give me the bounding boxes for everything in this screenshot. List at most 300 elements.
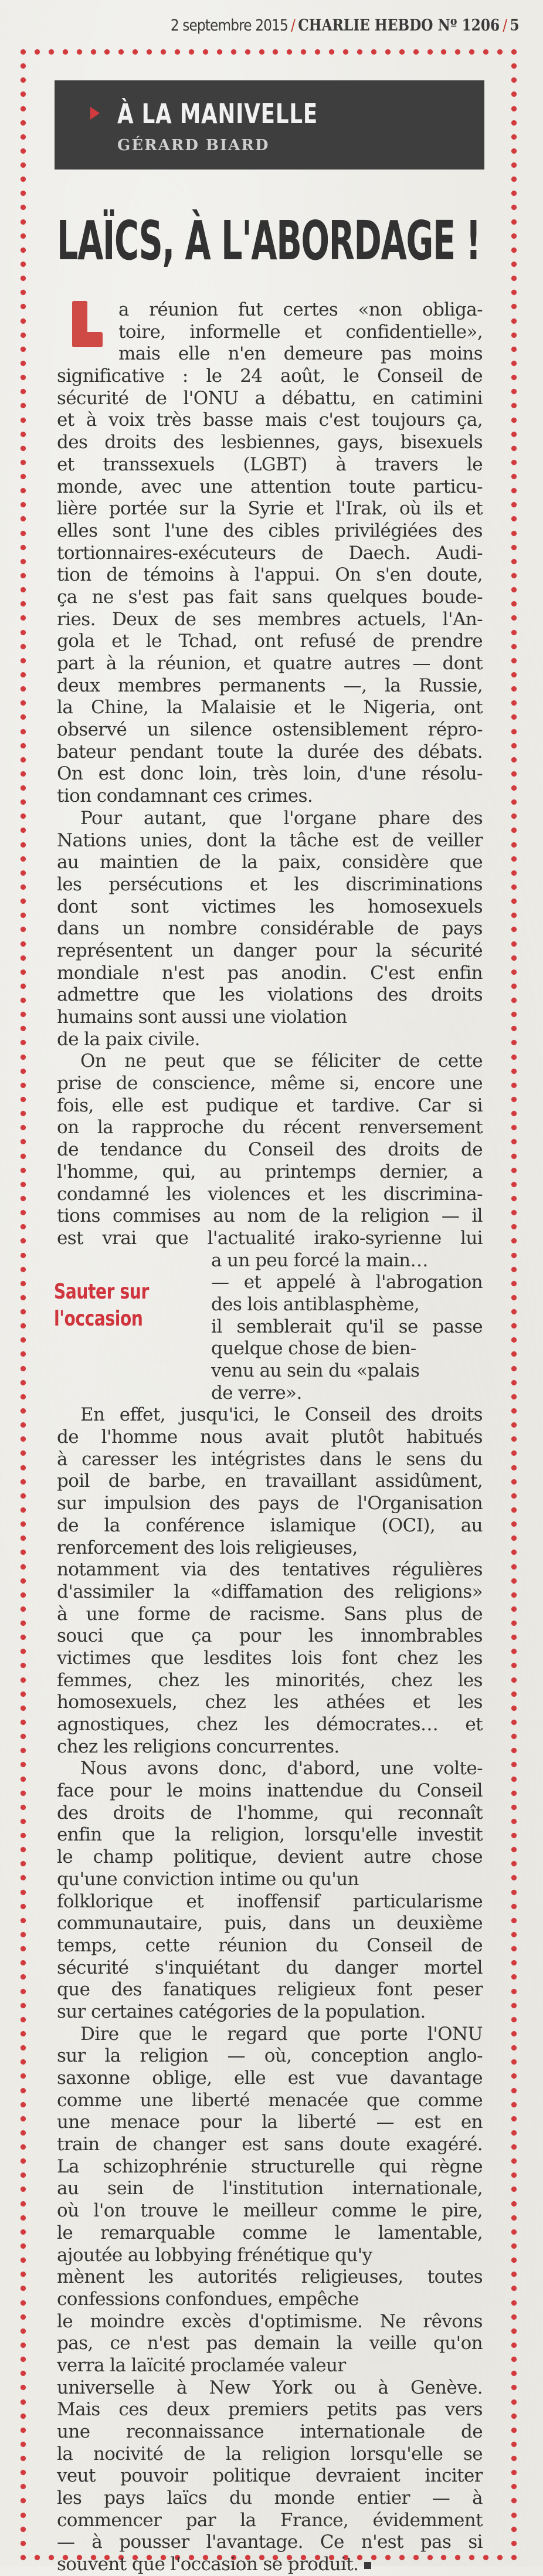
frame-dot bbox=[511, 432, 517, 437]
frame-dot bbox=[511, 2555, 517, 2560]
frame-dot bbox=[511, 1182, 517, 1187]
frame-dot bbox=[21, 814, 26, 819]
frame-dot bbox=[21, 1309, 26, 1314]
article-line: renforcement des lois religieuses, bbox=[57, 1537, 358, 1558]
frame-dot bbox=[511, 842, 517, 848]
article-line: la nocivité de la religion lorsqu'elle se bbox=[57, 2443, 483, 2465]
frame-dot bbox=[21, 2371, 26, 2376]
frame-dot bbox=[21, 870, 26, 876]
article-line: observé un silence ostensiblement répro- bbox=[57, 719, 483, 741]
frame-dot bbox=[21, 1748, 26, 1753]
frame-dot bbox=[21, 2158, 26, 2164]
frame-dot bbox=[511, 1521, 517, 1527]
article-line: le remarquable comme le lamentable, bbox=[57, 2222, 483, 2243]
frame-dot bbox=[21, 601, 26, 606]
article-line: communautaire, puis, dans un deuxième bbox=[57, 1913, 483, 1934]
frame-dot bbox=[511, 1890, 517, 1895]
dateline-separator: / bbox=[291, 16, 296, 35]
frame-dot bbox=[21, 2357, 26, 2362]
frame-dot bbox=[511, 1097, 517, 1102]
frame-dot bbox=[329, 49, 334, 55]
frame-dot bbox=[511, 1875, 517, 1880]
frame-dot bbox=[21, 148, 26, 154]
frame-dot bbox=[497, 2555, 503, 2560]
article-line: Dire que le regard que porte l'ONU bbox=[80, 2023, 483, 2045]
frame-dot bbox=[455, 49, 460, 55]
frame-dot bbox=[21, 615, 26, 621]
frame-dot bbox=[21, 2116, 26, 2121]
author-name: GÉRARD BIARD bbox=[117, 137, 270, 154]
frame-dot bbox=[21, 2513, 26, 2518]
frame-dot bbox=[21, 1125, 26, 1130]
frame-dot bbox=[21, 1026, 26, 1031]
frame-dot bbox=[21, 2541, 26, 2546]
frame-dot bbox=[21, 884, 26, 890]
article-line: On est donc loin, très loin, d'une résolu- bbox=[57, 763, 483, 785]
frame-dot bbox=[511, 1139, 517, 1144]
frame-dot bbox=[511, 884, 517, 890]
frame-dot bbox=[511, 559, 517, 564]
frame-dot bbox=[21, 1974, 26, 1980]
article-line: de la paix civile. bbox=[57, 1028, 200, 1050]
article-line: notamment via des tentatives régulières bbox=[57, 1559, 483, 1581]
frame-dot bbox=[21, 2343, 26, 2348]
frame-dot bbox=[217, 49, 222, 55]
frame-dot bbox=[21, 1168, 26, 1173]
article-line: les pays laïcs du monde entier — à bbox=[57, 2487, 483, 2509]
article-line: la Chine, la Malaisie et le Nigeria, ont bbox=[57, 697, 483, 718]
frame-dot bbox=[511, 1111, 517, 1116]
frame-dot bbox=[511, 1422, 517, 1428]
frame-dot bbox=[21, 743, 26, 748]
frame-dot bbox=[21, 1323, 26, 1328]
article-line: admettre que les violations des droits bbox=[57, 984, 483, 1006]
publication-name: CHARLIE HEBDO Nº 1206 bbox=[298, 16, 500, 35]
frame-dot bbox=[511, 1210, 517, 1215]
article-line: deux membres permanents —, la Russie, bbox=[57, 674, 483, 696]
frame-dot bbox=[21, 290, 26, 295]
frame-dot bbox=[21, 1833, 26, 1838]
frame-dot bbox=[497, 49, 503, 55]
frame-dot bbox=[21, 1649, 26, 1654]
article-line: ça ne s'est pas fait sans quelques boude- bbox=[57, 586, 483, 608]
frame-dot bbox=[511, 49, 517, 55]
dateline bbox=[171, 16, 520, 35]
article-line: sécurité s'inquiétant du danger mortel bbox=[57, 1957, 483, 1978]
frame-dot bbox=[511, 1734, 517, 1739]
frame-dot bbox=[511, 700, 517, 706]
article-line: — et appelé à l'abrogation bbox=[211, 1272, 483, 1293]
frame-dot bbox=[21, 1267, 26, 1272]
frame-dot bbox=[21, 389, 26, 394]
article-line: agnostiques, chez les démocrates… et bbox=[57, 1714, 483, 1735]
frame-dot bbox=[21, 403, 26, 408]
frame-dot bbox=[511, 899, 517, 904]
frame-dot bbox=[511, 615, 517, 621]
frame-dot bbox=[21, 998, 26, 1003]
frame-dot bbox=[511, 262, 517, 267]
article-line: qu'une conviction intime ou qu'un bbox=[57, 1868, 359, 1890]
frame-dot bbox=[511, 2144, 517, 2150]
article-line: condamné les violences et les discrimina- bbox=[57, 1183, 483, 1205]
frame-dot bbox=[511, 205, 517, 210]
frame-dot bbox=[511, 2385, 517, 2390]
frame-dot bbox=[21, 941, 26, 947]
frame-dot bbox=[301, 49, 306, 55]
frame-dot bbox=[511, 2314, 517, 2320]
article-line: le moindre excès d'optimisme. Ne rêvons bbox=[57, 2310, 483, 2332]
frame-dot bbox=[511, 1606, 517, 1612]
frame-dot bbox=[385, 49, 391, 55]
frame-dot bbox=[511, 856, 517, 862]
frame-dot bbox=[21, 162, 26, 168]
frame-dot bbox=[511, 941, 517, 947]
frame-dot bbox=[273, 49, 278, 55]
frame-dot bbox=[511, 970, 517, 975]
article-line: sur impulsion des pays de l'Organisation bbox=[57, 1493, 483, 1514]
frame-dot bbox=[21, 828, 26, 833]
frame-dot bbox=[231, 49, 236, 55]
article-line: tortionnaires-exécuteurs de Daech. Audi- bbox=[57, 542, 483, 564]
frame-dot bbox=[511, 1366, 517, 1371]
article-line: monde, avec une attention toute particu- bbox=[57, 476, 483, 497]
frame-dot bbox=[511, 1805, 517, 1810]
article-headline: LAÏCS, À L'ABORDAGE ! bbox=[57, 209, 481, 272]
frame-dot bbox=[21, 2428, 26, 2433]
frame-dot bbox=[21, 1989, 26, 1994]
frame-dot bbox=[511, 2130, 517, 2136]
article-line: on la rapproche du récent renversement bbox=[57, 1117, 483, 1138]
frame-dot bbox=[511, 219, 517, 225]
frame-dot bbox=[21, 1536, 26, 1541]
frame-dot bbox=[21, 77, 26, 83]
frame-dot bbox=[511, 1337, 517, 1343]
frame-dot bbox=[21, 2031, 26, 2036]
frame-dot bbox=[21, 2527, 26, 2532]
frame-dot bbox=[21, 262, 26, 267]
frame-dot bbox=[21, 1720, 26, 1725]
article-line: au sein de l'institution internationale, bbox=[57, 2178, 483, 2199]
frame-dot bbox=[511, 2187, 517, 2192]
frame-dot bbox=[21, 1777, 26, 1782]
frame-dot bbox=[21, 1564, 26, 1570]
frame-dot bbox=[511, 814, 517, 819]
article-line: En effet, jusqu'ici, le Conseil des droits bbox=[80, 1404, 483, 1426]
article-line: Nations unies, dont la tâche est de veiller bbox=[57, 829, 483, 851]
frame-dot bbox=[21, 1253, 26, 1258]
frame-dot bbox=[511, 927, 517, 932]
frame-dot bbox=[21, 1366, 26, 1371]
frame-dot bbox=[511, 2215, 517, 2221]
frame-dot bbox=[511, 1748, 517, 1753]
frame-dot bbox=[21, 2045, 26, 2050]
frame-dot bbox=[21, 1040, 26, 1045]
frame-dot bbox=[21, 2272, 26, 2277]
frame-dot bbox=[511, 1465, 517, 1470]
frame-dot bbox=[21, 1677, 26, 1683]
page-separator: / bbox=[503, 16, 507, 35]
article-line: dont sont victimes les homosexuels bbox=[57, 896, 483, 917]
frame-dot bbox=[21, 1904, 26, 1909]
frame-dot bbox=[21, 2187, 26, 2192]
article-line: gola et le Tchad, ont refusé de prendre bbox=[57, 631, 483, 652]
frame-dot bbox=[511, 2484, 517, 2489]
frame-dot bbox=[21, 2414, 26, 2419]
article-line: une reconnaissance internationale de bbox=[57, 2421, 483, 2442]
article-line: quelque chose de bien- bbox=[211, 1338, 416, 1360]
frame-dot bbox=[511, 1550, 517, 1555]
frame-dot bbox=[21, 1465, 26, 1470]
article-line: humains sont aussi une violation bbox=[57, 1006, 347, 1028]
frame-dot bbox=[21, 1295, 26, 1300]
frame-dot bbox=[511, 2456, 517, 2461]
frame-dot bbox=[21, 2073, 26, 2079]
article-line: ries. Deux de ses membres actuels, l'An- bbox=[57, 608, 483, 630]
frame-dot bbox=[511, 601, 517, 606]
frame-dot bbox=[511, 1564, 517, 1570]
article-line: commencer par la France, évidemment bbox=[57, 2509, 483, 2531]
frame-dot bbox=[21, 1479, 26, 1484]
frame-dot bbox=[21, 2300, 26, 2306]
article-line: femmes, chez les minorités, chez les bbox=[57, 1669, 483, 1691]
article-line: sur certaines catégories de la population. bbox=[57, 2001, 426, 2022]
article-line: il semblerait qu'il se passe bbox=[211, 1316, 483, 1337]
frame-dot bbox=[427, 49, 433, 55]
frame-dot bbox=[511, 2243, 517, 2249]
frame-dot bbox=[511, 375, 517, 380]
frame-dot bbox=[21, 1578, 26, 1584]
frame-dot bbox=[21, 219, 26, 225]
frame-dot bbox=[399, 49, 405, 55]
frame-dot bbox=[511, 1960, 517, 1965]
article-line: d'assimiler la «diffamation des religions» bbox=[57, 1581, 483, 1602]
frame-dot bbox=[511, 2399, 517, 2405]
frame-dot bbox=[511, 1394, 517, 1399]
article-line: a un peu forcé la main… bbox=[211, 1249, 428, 1271]
frame-dot bbox=[315, 49, 320, 55]
frame-dot bbox=[21, 1422, 26, 1428]
frame-dot bbox=[21, 573, 26, 578]
frame-dot bbox=[511, 984, 517, 989]
frame-dot bbox=[21, 1635, 26, 1640]
frame-dot bbox=[21, 2201, 26, 2206]
frame-dot bbox=[21, 1592, 26, 1598]
frame-dot bbox=[21, 2470, 26, 2475]
frame-dot bbox=[511, 870, 517, 876]
frame-dot bbox=[511, 1833, 517, 1838]
frame-dot bbox=[511, 2088, 517, 2093]
frame-dot bbox=[511, 998, 517, 1003]
frame-dot bbox=[511, 418, 517, 423]
frame-dot bbox=[189, 49, 194, 55]
article-line: part à la réunion, et quatre autres — dont bbox=[57, 653, 483, 674]
frame-dot bbox=[511, 148, 517, 154]
frame-dot bbox=[21, 2555, 26, 2560]
frame-dot bbox=[511, 714, 517, 720]
frame-dot bbox=[21, 1012, 26, 1017]
frame-dot bbox=[21, 899, 26, 904]
frame-dot bbox=[21, 700, 26, 706]
article-line: tion condamnant ces crimes. bbox=[57, 785, 313, 807]
frame-dot bbox=[21, 2456, 26, 2461]
frame-dot bbox=[511, 1281, 517, 1286]
frame-dot bbox=[511, 120, 517, 126]
frame-dot bbox=[21, 2243, 26, 2249]
frame-dot bbox=[511, 318, 517, 324]
frame-dot bbox=[21, 502, 26, 507]
frame-dot bbox=[511, 2158, 517, 2164]
frame-dot bbox=[511, 389, 517, 394]
frame-dot bbox=[259, 49, 264, 55]
article-line: de l'homme nous avait plutôt habitués bbox=[57, 1426, 483, 1448]
frame-dot bbox=[91, 49, 96, 55]
frame-dot bbox=[511, 1493, 517, 1499]
frame-dot bbox=[511, 785, 517, 791]
frame-dot bbox=[21, 1762, 26, 1767]
frame-dot bbox=[21, 785, 26, 791]
frame-dot bbox=[357, 49, 362, 55]
frame-dot bbox=[21, 955, 26, 961]
article-line: sur la religion — où, conception anglo- bbox=[57, 2045, 483, 2067]
frame-dot bbox=[21, 545, 26, 550]
frame-dot bbox=[511, 106, 517, 111]
frame-dot bbox=[469, 49, 474, 55]
frame-dot bbox=[21, 2328, 26, 2334]
frame-dot bbox=[21, 1805, 26, 1810]
frame-dot bbox=[21, 1182, 26, 1187]
article-line: à une forme de racisme. Sans plus de bbox=[57, 1603, 483, 1625]
frame-dot bbox=[21, 1380, 26, 1385]
frame-dot bbox=[21, 2385, 26, 2390]
article-line: victimes que lesdites lois font chez les bbox=[57, 1647, 483, 1669]
frame-dot bbox=[511, 191, 517, 196]
frame-dot bbox=[21, 418, 26, 423]
frame-dot bbox=[511, 1635, 517, 1640]
frame-dot bbox=[511, 2272, 517, 2277]
frame-dot bbox=[21, 984, 26, 989]
frame-dot bbox=[21, 1097, 26, 1102]
frame-dot bbox=[511, 1267, 517, 1272]
frame-dot bbox=[511, 1253, 517, 1258]
frame-dot bbox=[511, 2527, 517, 2532]
article-line: ajoutée au lobbying frénétique qu'y bbox=[57, 2244, 372, 2266]
article-line: les persécutions et les discriminations bbox=[57, 873, 483, 895]
frame-dot bbox=[511, 1083, 517, 1088]
article-line: universelle à New York ou à Genève. bbox=[57, 2377, 483, 2398]
article-line: homosexuels, chez les athées et les bbox=[57, 1692, 483, 1713]
frame-dot bbox=[21, 49, 26, 55]
frame-dot bbox=[21, 1238, 26, 1243]
article-line: mènent les autorités religieuses, toutes bbox=[57, 2266, 483, 2288]
frame-dot bbox=[511, 1649, 517, 1654]
frame-dot bbox=[21, 1791, 26, 1796]
frame-dot bbox=[21, 587, 26, 592]
frame-dot bbox=[511, 474, 517, 479]
frame-dot bbox=[511, 658, 517, 663]
frame-dot bbox=[413, 49, 419, 55]
article-body bbox=[57, 299, 483, 2576]
frame-dot bbox=[21, 2003, 26, 2008]
frame-dot bbox=[21, 2286, 26, 2291]
frame-dot bbox=[511, 1819, 517, 1824]
frame-dot bbox=[511, 502, 517, 507]
article-line: chez les religions concurrentes. bbox=[57, 1736, 340, 1757]
frame-dot bbox=[511, 77, 517, 83]
article-line: au maintien de la paix, considère que bbox=[57, 852, 483, 873]
frame-dot bbox=[21, 1436, 26, 1442]
frame-dot bbox=[511, 233, 517, 239]
frame-dot bbox=[21, 1154, 26, 1159]
frame-dot bbox=[21, 1450, 26, 1456]
frame-dot bbox=[511, 1861, 517, 1866]
frame-dot bbox=[511, 347, 517, 352]
frame-dot bbox=[511, 1578, 517, 1584]
frame-dot bbox=[511, 2201, 517, 2206]
frame-dot bbox=[21, 1890, 26, 1895]
frame-dot bbox=[133, 49, 138, 55]
frame-dot bbox=[21, 1875, 26, 1880]
frame-dot bbox=[511, 290, 517, 295]
frame-dot bbox=[511, 1026, 517, 1031]
frame-dot bbox=[511, 1791, 517, 1796]
frame-dot bbox=[511, 446, 517, 451]
frame-dot bbox=[21, 1946, 26, 1951]
article-line: et à voix très basse mais c'est toujours ça, bbox=[57, 409, 483, 431]
frame-dot bbox=[511, 2371, 517, 2376]
article-line: de tendance du Conseil des droits de bbox=[57, 1139, 483, 1161]
frame-dot bbox=[511, 2442, 517, 2447]
frame-dot bbox=[21, 2017, 26, 2022]
article-line: venu au sein du «palais bbox=[211, 1360, 420, 1381]
frame-dot bbox=[511, 1847, 517, 1852]
frame-dot bbox=[21, 91, 26, 97]
frame-dot bbox=[511, 1040, 517, 1045]
frame-dot bbox=[21, 488, 26, 493]
frame-dot bbox=[287, 49, 292, 55]
frame-dot bbox=[511, 672, 517, 677]
frame-dot bbox=[21, 1734, 26, 1739]
frame-dot bbox=[511, 2343, 517, 2348]
frame-dot bbox=[245, 49, 250, 55]
frame-dot bbox=[21, 106, 26, 111]
frame-dot bbox=[511, 1154, 517, 1159]
frame-dot bbox=[511, 2045, 517, 2050]
pull-quote-line: Sauter sur bbox=[54, 1280, 149, 1304]
frame-dot bbox=[21, 1663, 26, 1668]
frame-dot bbox=[511, 2172, 517, 2178]
frame-dot bbox=[511, 757, 517, 762]
article-line: tion de témoins à l'appui. On s'en doute, bbox=[57, 564, 483, 586]
frame-dot bbox=[511, 1012, 517, 1017]
frame-dot bbox=[511, 2541, 517, 2546]
frame-dot bbox=[21, 559, 26, 564]
article-line: enfin que la religion, lorsqu'elle investit bbox=[57, 1824, 483, 1846]
frame-dot bbox=[21, 1932, 26, 1937]
frame-dot bbox=[511, 361, 517, 366]
frame-dot bbox=[511, 1450, 517, 1456]
article-line: lière portée sur la Syrie et l'Irak, où ils et bbox=[57, 498, 483, 520]
frame-dot bbox=[21, 927, 26, 932]
frame-dot bbox=[21, 2088, 26, 2093]
article-line: veut pouvoir politique devraient inciter bbox=[57, 2465, 483, 2487]
article-line: dans un nombre considérable de pays bbox=[57, 918, 483, 940]
frame-dot bbox=[21, 1493, 26, 1499]
frame-dot bbox=[21, 2229, 26, 2235]
frame-dot bbox=[511, 2300, 517, 2306]
frame-dot bbox=[21, 446, 26, 451]
frame-dot bbox=[21, 658, 26, 663]
article-line: des droits des lesbiennes, gays, bisexuels bbox=[57, 432, 483, 453]
